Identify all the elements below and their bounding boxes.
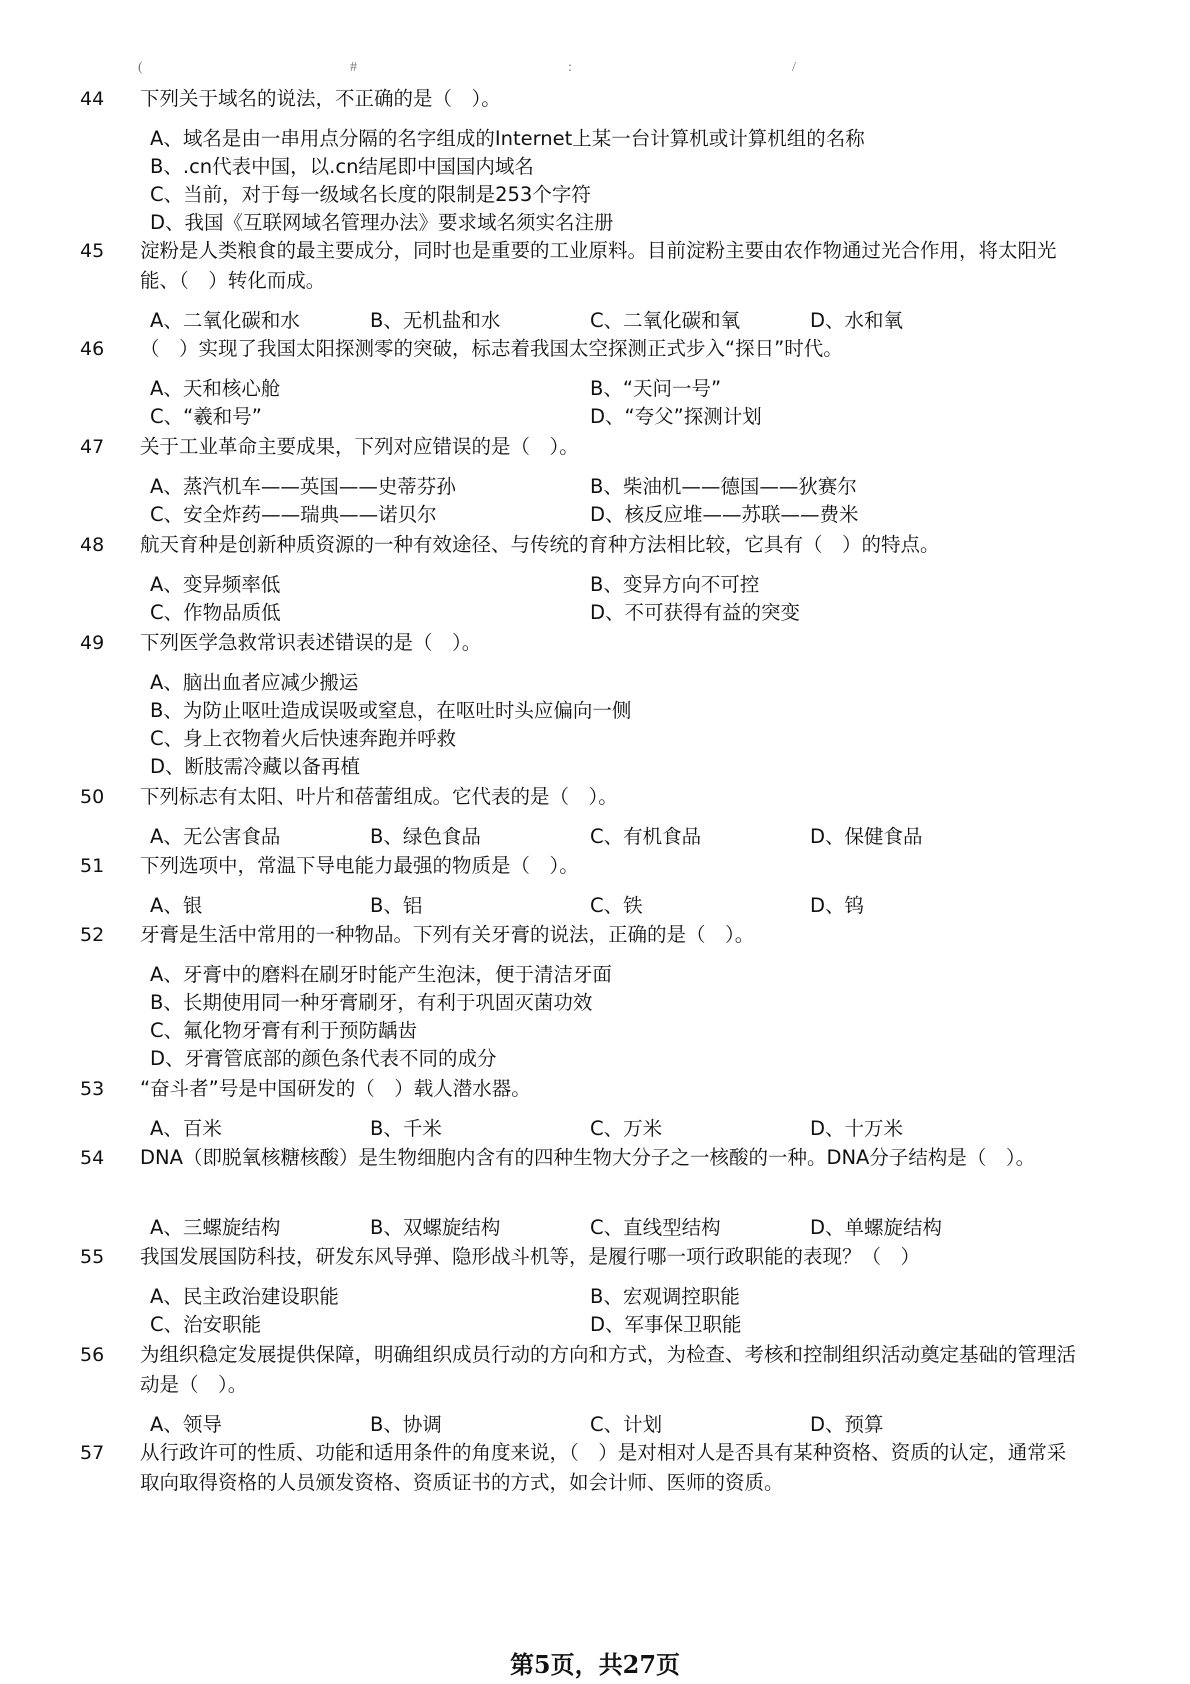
question-text: DNA（即脱氧核糖核酸）是生物细胞内含有的四种生物大分子之一核酸的一种。DNA分子结构是（ ）。 [140, 1146, 1036, 1169]
option-b: B、无机盐和水 [370, 309, 501, 332]
option-c: C、有机食品 [590, 825, 702, 848]
question-text: 航天育种是创新种质资源的一种有效途径、与传统的育种方法相比较，它具有（ ）的特点。 [140, 533, 940, 556]
option-b: B、“天问一号” [590, 377, 722, 400]
question-number: 53 [80, 1078, 105, 1100]
question-text: 为组织稳定发展提供保障，明确组织成员行动的方向和方式，为检查、考核和控制组织活动奠定基础的管理活动是（ ）。 [140, 1343, 1077, 1396]
option-d: D、预算 [810, 1413, 884, 1436]
question-number: 47 [80, 436, 105, 458]
question-text: 牙膏是生活中常用的一种物品。下列有关牙膏的说法，正确的是（ ）。 [140, 923, 755, 946]
option-d: D、军事保卫职能 [590, 1313, 742, 1336]
option-c: C、氟化物牙膏有利于预防龋齿 [150, 1019, 418, 1042]
option-a: A、百米 [150, 1117, 222, 1140]
option-a: A、域名是由一串用点分隔的名字组成的Internet上某一台计算机或计算机组的名称 [150, 127, 865, 150]
scan-marks [0, 60, 1190, 82]
option-d: D、“夸父”探测计划 [590, 405, 762, 428]
option-d: D、十万米 [810, 1117, 904, 1140]
option-d: D、核反应堆——苏联——费米 [590, 503, 859, 526]
question-number: 51 [80, 855, 105, 877]
question-number: 49 [80, 632, 105, 654]
option-d: D、我国《互联网域名管理办法》要求域名须实名注册 [150, 211, 614, 234]
option-b: B、长期使用同一种牙膏刷牙，有利于巩固灭菌功效 [150, 991, 593, 1014]
question-text: 下列选项中，常温下导电能力最强的物质是（ ）。 [140, 854, 579, 877]
question-number: 46 [80, 338, 105, 360]
option-b: B、宏观调控职能 [590, 1285, 740, 1308]
question-number: 45 [80, 240, 105, 262]
option-c: C、二氧化碳和氧 [590, 309, 741, 332]
option-b: B、铝 [370, 894, 423, 917]
option-a: A、银 [150, 894, 203, 917]
option-b: B、变异方向不可控 [590, 573, 760, 596]
question-text: 我国发展国防科技，研发东风导弹、隐形战斗机等，是履行哪一项行政职能的表现？（ ） [140, 1245, 921, 1268]
scan-mark: / [792, 60, 796, 75]
option-c: C、“羲和号” [150, 405, 262, 428]
option-c: C、治安职能 [150, 1313, 262, 1336]
option-a: A、三螺旋结构 [150, 1216, 281, 1239]
option-c: C、安全炸药——瑞典——诺贝尔 [150, 503, 437, 526]
option-a: A、无公害食品 [150, 825, 281, 848]
question-text: “奋斗者”号是中国研发的（ ）载人潜水器。 [140, 1077, 531, 1100]
option-b: B、.cn代表中国，以.cn结尾即中国国内域名 [150, 155, 534, 178]
option-a: A、领导 [150, 1413, 222, 1436]
question-number: 50 [80, 786, 105, 808]
option-d: D、水和氧 [810, 309, 904, 332]
option-b: B、协调 [370, 1413, 442, 1436]
option-b: B、为防止呕吐造成误吸或窒息，在呕吐时头应偏向一侧 [150, 699, 632, 722]
option-d: D、单螺旋结构 [810, 1216, 943, 1239]
option-b: B、绿色食品 [370, 825, 481, 848]
option-c: C、当前，对于每一级域名长度的限制是253个字符 [150, 183, 591, 206]
question-text: 关于工业革命主要成果，下列对应错误的是（ ）。 [140, 435, 579, 458]
option-c: C、直线型结构 [590, 1216, 721, 1239]
option-d: D、断肢需冷藏以备再植 [150, 755, 361, 778]
question-number: 57 [80, 1442, 105, 1464]
scan-mark: # [350, 60, 357, 75]
option-b: B、千米 [370, 1117, 442, 1140]
option-c: C、计划 [590, 1413, 663, 1436]
option-d: D、不可获得有益的突变 [590, 601, 801, 624]
option-a: A、变异频率低 [150, 573, 281, 596]
option-a: A、牙膏中的磨料在刷牙时能产生泡沫，便于清洁牙面 [150, 963, 612, 986]
question-number: 55 [80, 1246, 105, 1268]
question-number: 54 [80, 1147, 105, 1169]
option-a: A、蒸汽机车——英国——史蒂芬孙 [150, 475, 456, 498]
option-c: C、作物品质低 [150, 601, 281, 624]
question-text: 淀粉是人类粮食的最主要成分，同时也是重要的工业原料。目前淀粉主要由农作物通过光合作用，将太阳光能、（ ）转化而成。 [140, 239, 1057, 292]
question-number: 48 [80, 534, 105, 556]
option-b: B、柴油机——德国——狄赛尔 [590, 475, 857, 498]
question-text: 从行政许可的性质、功能和适用条件的角度来说，（ ）是对相对人是否具有某种资格、资质的认定，通常采取向取得资格的人员颁发资格、资质证书的方式，如会计师、医师的资质。 [140, 1441, 1067, 1494]
option-a: A、二氧化碳和水 [150, 309, 300, 332]
option-d: D、钨 [810, 894, 865, 917]
option-b: B、双螺旋结构 [370, 1216, 501, 1239]
scan-mark: : [568, 60, 572, 75]
option-d: D、牙膏管底部的颜色条代表不同的成分 [150, 1047, 497, 1070]
option-a: A、天和核心舱 [150, 377, 281, 400]
option-a: A、民主政治建设职能 [150, 1285, 339, 1308]
scan-mark: ( [138, 60, 143, 75]
question-text: （ ）实现了我国太阳探测零的突破，标志着我国太空探测正式步入“探日”时代。 [140, 337, 843, 360]
option-c: C、铁 [590, 894, 643, 917]
option-d: D、保健食品 [810, 825, 923, 848]
question-number: 44 [80, 88, 105, 110]
question-text: 下列标志有太阳、叶片和蓓蕾组成。它代表的是（ ）。 [140, 785, 618, 808]
question-text: 下列关于域名的说法，不正确的是（ ）。 [140, 87, 501, 110]
page-footer: 第5页，共27页 [509, 1650, 681, 1679]
option-a: A、脑出血者应减少搬运 [150, 671, 359, 694]
question-number: 56 [80, 1344, 105, 1366]
question-number: 52 [80, 924, 105, 946]
option-c: C、万米 [590, 1117, 663, 1140]
option-c: C、身上衣物着火后快速奔跑并呼救 [150, 727, 457, 750]
question-text: 下列医学急救常识表述错误的是（ ）。 [140, 631, 482, 654]
